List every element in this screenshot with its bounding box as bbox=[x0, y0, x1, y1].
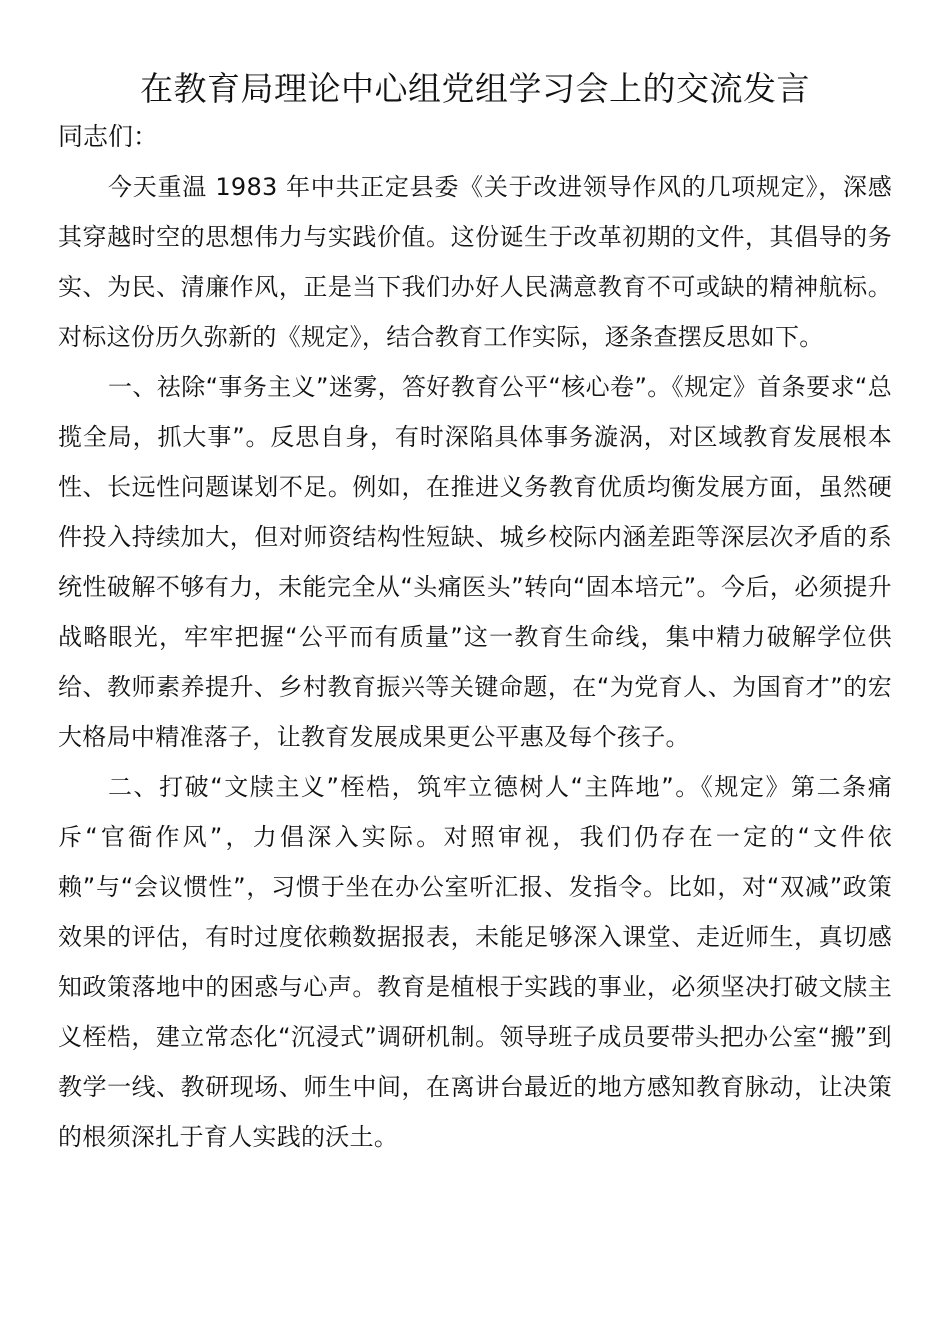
salutation: 同志们： bbox=[58, 122, 159, 151]
paragraph-section-two: 二、打破“文牍主义”桎梏，筑牢立德树人“主阵地”。《规定》第二条痛斥“官衙作风”，力倡深入实际。对照审视，我们仍存在一定的“文件依赖”与“会议惯性”，习惯于坐在办公室听汇报、发指令。比如，对“双减”政策效果的评估，有时过度依赖数据报表，未能足够深入课堂、走近师生，真切感知政策落地中的困惑与心声。教育是植根于实践的事业，必须坚决打破文牍主义桎梏，建立常态化“沉浸式”调研机制。领导班子成员要带头把办公室“搬”到教学一线、教研现场、师生中间，在离讲台最近的地方感知教育脉动，让决策的根须深扎于育人实践的沃土。 bbox=[58, 773, 892, 1151]
paragraph-section-one: 一、祛除“事务主义”迷雾，答好教育公平“核心卷”。《规定》首条要求“总揽全局，抓大事”。反思自身，有时深陷具体事务漩涡，对区域教育发展根本性、长远性问题谋划不足。例如，在推进义务教育优质均衡发展方面，虽然硬件投入持续加大，但对师资结构性短缺、城乡校际内涵差距等深层次矛盾的系统性破解不够有力，未能完全从“头痛医头”转向“固本培元”。今后，必须提升战略眼光，牢牢把握“公平而有质量”这一教育生命线，集中精力破解学位供给、教师素养提升、乡村教育振兴等关键命题，在“为党育人、为国育才”的宏大格局中精准落子，让教育发展成果更公平惠及每个孩子。 bbox=[58, 373, 892, 751]
document-title: 在教育局理论中心组党组学习会上的交流发言 bbox=[140, 69, 810, 108]
paragraph-intro: 今天重温 1983 年中共正定县委《关于改进领导作风的几项规定》，深感其穿越时空的思想伟力与实践价值。这份诞生于改革初期的文件，其倡导的务实、为民、清廉作风，正是当下我们办好人民满意教育不可或缺的精神航标。对标这份历久弥新的《规定》，结合教育工作实际，逐条查摆反思如下。 bbox=[58, 173, 892, 351]
